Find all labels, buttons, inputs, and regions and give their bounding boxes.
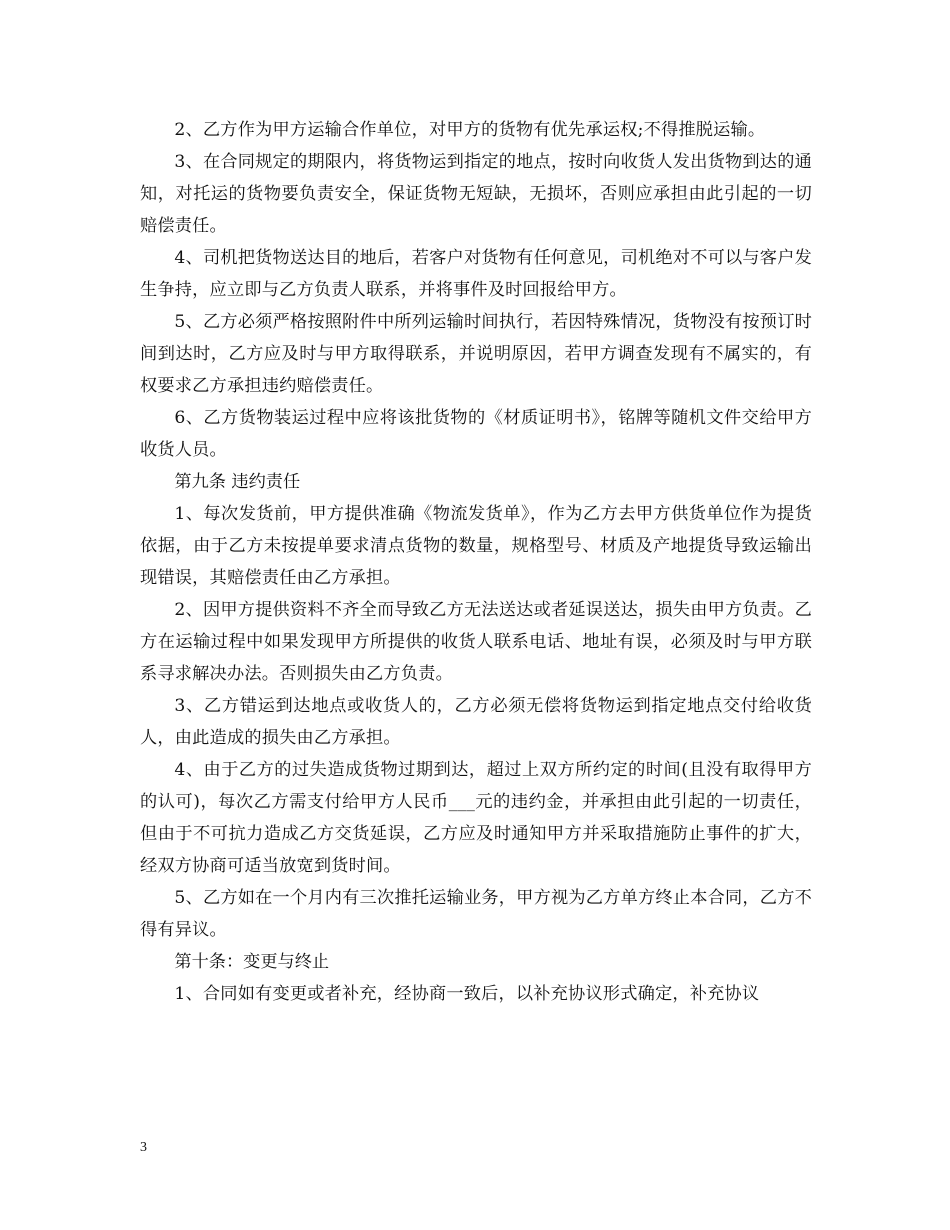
paragraph-9-3: 3、乙方错运到达地点或收货人的，乙方必须无偿将货物运到指定地点交付给收货人，由此造成的损失由乙方承担。 [140,696,812,748]
section-heading-article-9: 第九条 违约责任 [174,472,301,492]
document-body [140,114,812,1010]
paragraph-3-delivery-deadline: 3、在合同规定的期限内，将货物运到指定的地点，按时向收货人发出货物到达的通知，对托运的货物要负责安全，保证货物无短缺，无损坏，否则应承担由此引起的一切赔偿责任。 [140,152,812,236]
paragraph-9-1: 1、每次发货前，甲方提供准确《物流发货单》，作为乙方去甲方供货单位作为提货依据，由于乙方未按提单要求清点货物的数量，规格型号、材质及产地提货导致运输出现错误，其赔偿责任由乙方承担。 [140,504,812,588]
paragraph-4-driver-conduct: 4、司机把货物送达目的地后，若客户对货物有任何意见，司机绝对不可以与客户发生争持，应立即与乙方负责人联系，并将事件及时回报给甲方。 [140,248,812,300]
paragraph-9-2: 2、因甲方提供资料不齐全而导致乙方无法送达或者延误送达，损失由甲方负责。乙方在运输过程中如果发现甲方所提供的收货人联系电话、地址有误，必须及时与甲方联系寻求解决办法。否则损失由乙方负责。 [140,600,812,684]
paragraph-9-5: 5、乙方如在一个月内有三次推托运输业务，甲方视为乙方单方终止本合同，乙方不得有异议。 [140,888,812,940]
paragraph-9-4: 4、由于乙方的过失造成货物过期到达，超过上双方所约定的时间(且没有取得甲方的认可)，每次乙方需支付给甲方人民币___元的违约金，并承担由此引起的一切责任，但由于不可抗力造成乙方交货延误，乙方应及时通知甲方并采取措施防止事件的扩大，经双方协商可适当放宽到货时间。 [140,760,812,876]
paragraph-2-priority-carriage: 2、乙方作为甲方运输合作单位，对甲方的货物有优先承运权;不得推脱运输。 [174,120,766,140]
paragraph-5-schedule: 5、乙方必须严格按照附件中所列运输时间执行，若因特殊情况，货物没有按预订时间到达时，乙方应及时与甲方取得联系，并说明原因，若甲方调查发现有不属实的，有权要求乙方承担违约赔偿责任。 [140,312,812,396]
page-number: 3 [140,1140,147,1155]
paragraph-10-1: 1、合同如有变更或者补充，经协商一致后，以补充协议形式确定，补充协议 [174,984,760,1004]
paragraph-6-documents: 6、乙方货物装运过程中应将该批货物的《材质证明书》，铭牌等随机文件交给甲方收货人员。 [140,408,812,460]
section-heading-article-10: 第十条：变更与终止 [174,952,330,972]
